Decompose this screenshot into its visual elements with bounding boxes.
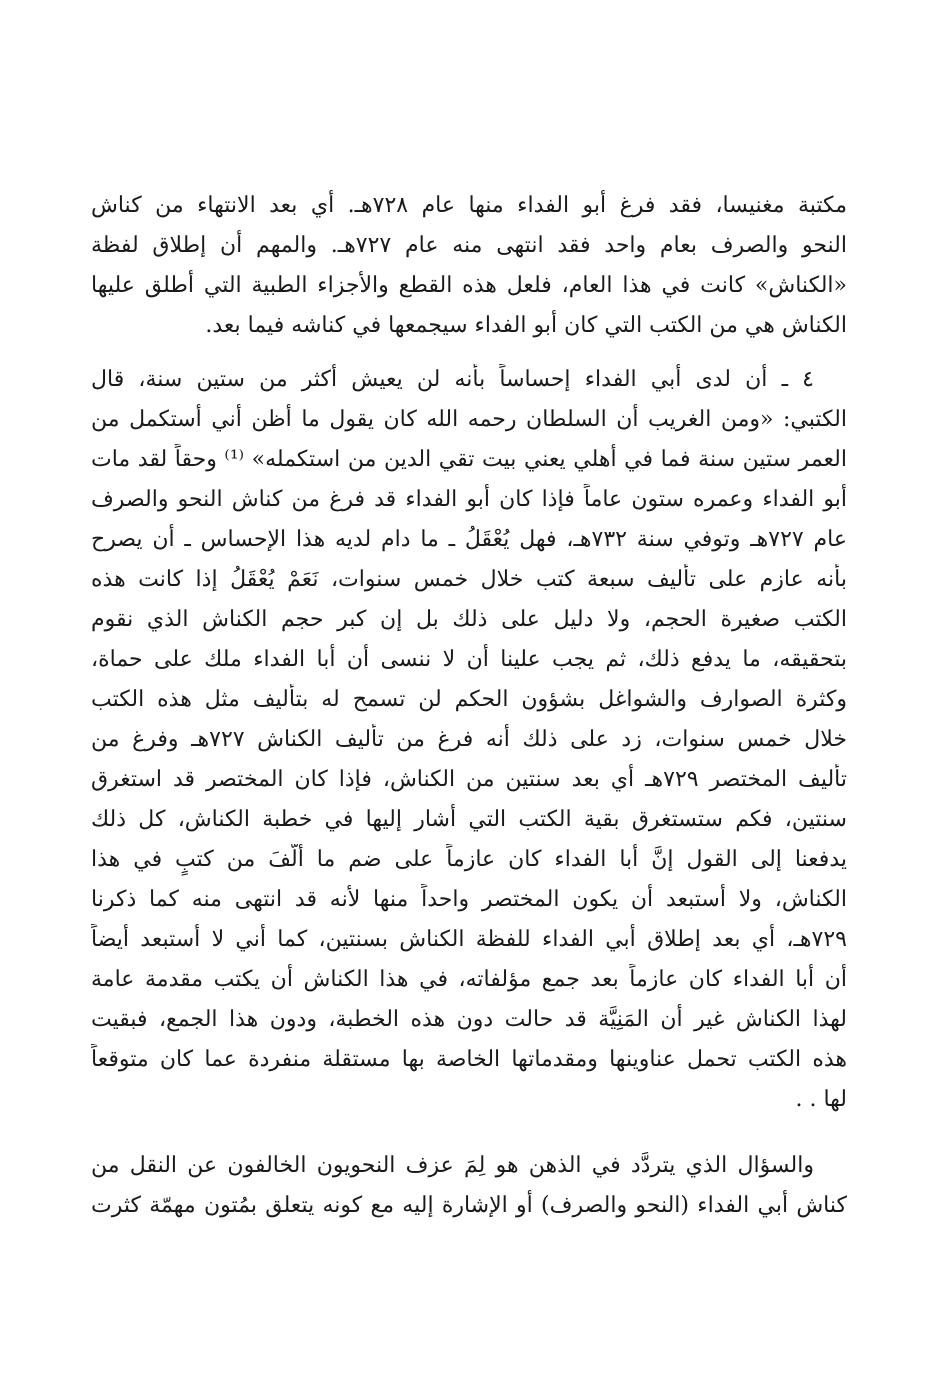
text-line: مكتبة مغنيسا، فقد فرغ أبو الفداء منها عام ٧٢٨هـ. أي بعد الانتهاء من كناش xyxy=(91,193,847,218)
text-line: الكتب صغيرة الحجم، ولا دليل على ذلك بل إن كبر حجم الكناش الذي نقوم xyxy=(91,607,847,632)
text-line: هذه الكتب تحمل عناوينها ومقدماتها الخاصة بها مستقلة منفردة عما كان متوقعاً xyxy=(91,1047,847,1072)
text-line: أبو الفداء وعمره ستون عاماً فإذا كان أبو الفداء قد فرغ من كناش النحو والصرف xyxy=(91,487,847,512)
text-line: تأليف المختصر ٧٢٩هـ أي بعد سنتين من الكناش، فإذا كان المختصر قد استغرق xyxy=(91,767,847,792)
text-line: النحو والصرف بعام واحد فقد انتهى منه عام ٧٢٧هـ. والمهم أن إطلاق لفظة xyxy=(91,233,847,258)
text-line: أن أبا الفداء كان عازماً بعد جمع مؤلفاته، في هذا الكناش أن يكتب مقدمة عامة xyxy=(91,967,847,992)
text-line: الكتبي: «ومن الغريب أن السلطان رحمه الله كان يقول ما أظن أني أستكمل من xyxy=(91,407,847,432)
text-line: بأنه عازم على تأليف سبعة كتب خلال خمس سنوات، نَعَمْ يُعْقَلُ إذا كانت هذه xyxy=(91,567,847,592)
text-line: خلال خمس سنوات، زد على ذلك أنه فرغ من تأليف الكناش ٧٢٧هـ وفرغ من xyxy=(91,727,847,752)
text-line: ٧٢٩هـ، أي بعد إطلاق أبي الفداء للفظة الكناش بسنتين، كما أني لا أستبعد أيضاً xyxy=(91,927,847,952)
text-line: الكناش هي من الكتب التي كان أبو الفداء سيجمعها في كناشه فيما بعد. xyxy=(205,313,847,338)
text-line: سنتين، فكم ستستغرق بقية الكتب التي أشار إليها في خطبة الكناش، كل ذلك xyxy=(91,807,847,832)
text-line: كناش أبي الفداء (النحو والصرف) أو الإشارة إليه مع كونه يتعلق بمُتون مهمّة كثرت xyxy=(91,1193,847,1218)
text-line: لهذا الكناش غير أن المَنِيَّة قد حالت دون هذه الخطبة، ودون هذا الجمع، فبقيت xyxy=(91,1007,847,1032)
text-line: العمر ستين سنة فما في أهلي يعني بيت تقي الدين من استكمله» ⁽¹⁾ وحقاً لقد مات xyxy=(91,447,847,472)
text-line: وكثرة الصوارف والشواغل بشؤون الحكم لن تسمح له بتأليف مثل هذه الكتب xyxy=(91,687,847,712)
text-line: ٤ ـ أن لدى أبي الفداء إحساساً بأنه لن يعيش أكثر من ستين سنة، قال xyxy=(91,367,814,392)
text-line: «الكناش» كانت في هذا العام، فلعل هذه القطع والأجزاء الطبية التي أطلق عليها xyxy=(91,273,847,298)
text-line: يدفعنا إلى القول إنَّ أبا الفداء كان عازماً على ضم ما أَلَّفَ من كتبٍ في هذا xyxy=(91,847,847,872)
text-line: لها . . xyxy=(795,1087,847,1112)
text-line: عام ٧٢٧هـ وتوفي سنة ٧٣٢هـ، فهل يُعْقَلُ ـ ما دام لديه هذا الإحساس ـ أن يصرح xyxy=(91,527,847,552)
text-line: الكناش، ولا أستبعد أن يكون المختصر واحداً منها لأنه قد انتهى منه كما ذكرنا xyxy=(91,887,847,912)
text-line: بتحقيقه، ما يدفع ذلك، ثم يجب علينا أن لا ننسى أن أبا الفداء ملك على حماة، xyxy=(91,647,847,672)
text-line: والسؤال الذي يتردَّد في الذهن هو لِمَ عزف النحويون الخالفون عن النقل من xyxy=(91,1153,814,1178)
